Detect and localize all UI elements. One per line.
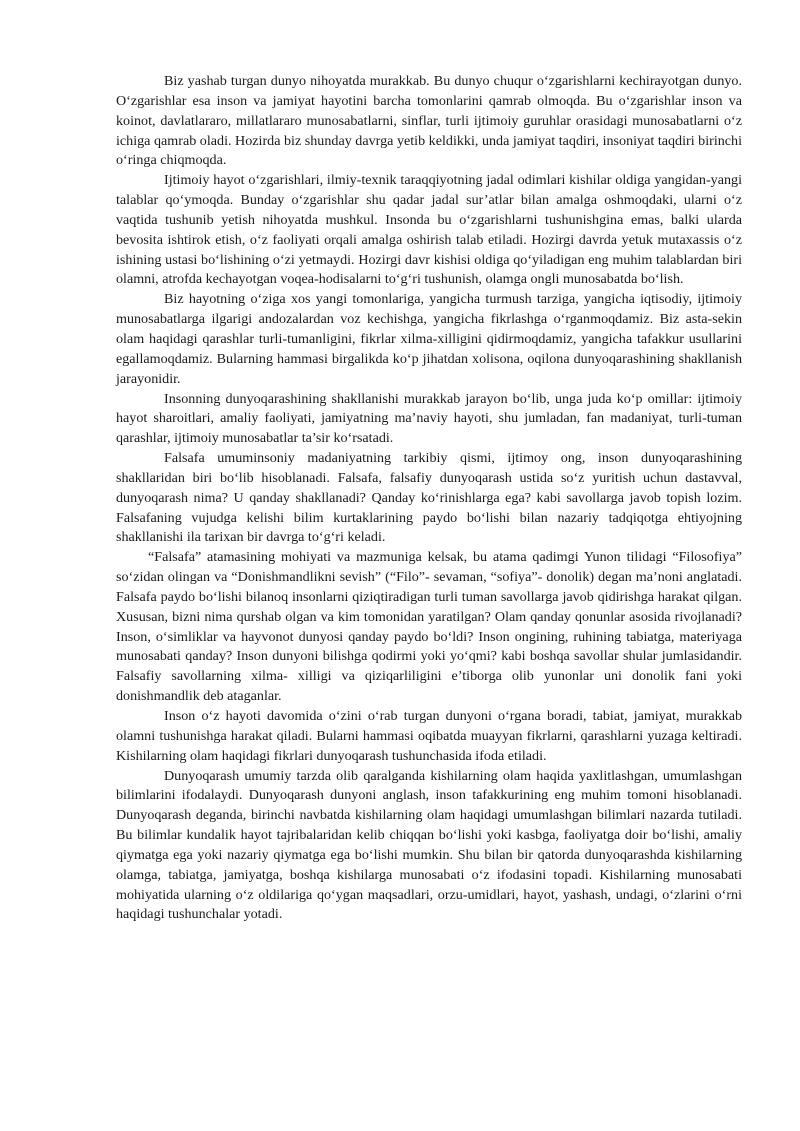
paragraph-4: Insonning dunyoqarashining shakllanishi murakkab jarayon bo‘lib, unga juda ko‘p omillar: ijtimoiy hayot sharoitlari, amaliy faoliyati, jamiyatning ma’naviy hayoti, shu jumladan, fan madaniyat, turli-tuman qarashlar, ijtimoiy munosabatlar ta’sir ko‘rsatadi. [116, 390, 742, 447]
paragraph-1: Biz yashab turgan dunyo nihoyatda murakkab. Bu dunyo chuqur o‘zgarishlarni kechirayotgan dunyo. O‘zgarishlar esa inson va jamiyat hayotini barcha tomonlarini qamrab olmoqda. Bu o‘zgarishlar inson va koinot, davlatlararo, millatlararo munosabatlarni, sinflar, turli ijtimoiy guruhlar orasidagi munosabatlarni o‘z ichiga qamrab oladi. Hozirda biz shunday davrga yetib keldikki, unda jamiyat taqdiri, insoniyat taqdiri birinchi o‘ringa chiqmoqda. [116, 73, 742, 169]
paragraph-3: Biz hayotning o‘ziga xos yangi tomonlariga, yangicha turmush tarziga, yangicha iqtisodiy, ijtimoiy munosabatlarga ilgarigi andozalardan voz kechishga, yangicha fikrlashga o‘rganmoqdamiz. Biz asta-sekin olam haqidagi qarashlar turli-tumanligini, fikrlar xilma-xilligini qidirmoqdamiz, yangicha tafakkur usullarini egallamoqdamiz. Bularning hammasi birgalikda ko‘p jihatdan xolisona, oqilona dunyoqarashining shakllanish jarayonidir. [116, 291, 742, 387]
paragraph-8: Dunyoqarash umumiy tarzda olib qaralganda kishilarning olam haqida yaxlitlashgan, umumlashgan bilimlarini ifodalaydi. Dunyoqarash dunyoni anglash, inson tafakkurining eng muhim tomoni hisoblanadi. Dunyoqarash deganda, birinchi navbatda kishilarning olam haqidagi umumlashgan bilimlari nazarda tutiladi. Bu bilimlar kundalik hayot tajribalaridan kelib chiqqan bo‘lishi yoki kasbga, faoliyatga doir bo‘lishi, amaliy qiymatga ega yoki nazariy qiymatga ega bo‘lishi mumkin. Shu bilan bir qatorda dunyoqarashda kishilarning olamga, tabiatga, jamiyatga, boshqa kishilarga munosabati o‘z ifodasini topadi. Kishilarning munosabati mohiyatida ularning o‘z oldilariga qo‘ygan maqsadlari, orzu-umidlari, hayot, yashash, undagi, o‘zlarini o‘rni haqidagi tushunchalar yotadi. [116, 767, 742, 923]
document-page [116, 72, 742, 925]
paragraph-5: Falsafa umuminsoniy madaniyatning tarkibiy qismi, ijtimoy ong, inson dunyoqarashining shakllaridan biri bo‘lib hisoblanadi. Falsafa, falsafiy dunyoqarash ustida so‘z yuritish uchun dastavval, dunyoqarash nima? U qanday shakllanadi? Qanday ko‘rinishlarga ega? kabi savollarga javob topish lozim. Falsafaning vujudga kelishi bilim kurtaklarining paydo bo‘lishi bilan nazariy tadqiqotga ehtiyojning shakllanishi ila tarixan bir davrga to‘g‘ri keladi. [116, 450, 742, 546]
paragraph-7: Inson o‘z hayoti davomida o‘zini o‘rab turgan dunyoni o‘rgana boradi, tabiat, jamiyat, murakkab olamni tushunishga harakat qiladi. Bularni hammasi oqibatda muayyan fikrlarni, qarashlarni yuzaga keltiradi. Kishilarning olam haqidagi fikrlari dunyoqarash tushunchasida ifoda etiladi. [116, 708, 742, 764]
paragraph-2: Ijtimoiy hayot o‘zgarishlari, ilmiy-texnik taraqqiyotning jadal odimlari kishilar oldiga yangidan-yangi talablar qo‘ymoqda. Bunday o‘zgarishlar shu qadar jadal sur’atlar bilan amalga oshmoqdaki, ularni o‘z vaqtida tushunib yetish nihoyatda mushkul. Insonda bu o‘zgarishlarni tushunishgina emas, balki ularda bevosita ishtirok etish, o‘z faoliyati orqali amalga oshirish talab etiladi. Hozirgi davrda yetuk mutaxassis o‘z ishining ustasi bo‘lishining o‘zi yetmaydi. Hozirgi davr kishisi oldiga qo‘yiladigan eng muhim talablardan biri olamni, atrofda kechayotgan voqea-hodisalarni to‘g‘ri tushunish, olamga ongli munosabatda bo‘lish. [116, 172, 742, 288]
paragraph-6: “Falsafa” atamasining mohiyati va mazmuniga kelsak, bu atama qadimgi Yunon tilidagi “Filosofiya” so‘zidan olingan va “Donishmandlikni sevish” (“Filo”- sevaman, “sofiya”- donolik) degan ma’noni anglatadi. Falsafa paydo bo‘lishi bilanoq insonlarni qiziqtiradigan turli tuman savollarga javob qidirishga harakat qilgan. Xususan, bizni nima qurshab olgan va kim tomonidan yaratilgan? Olam qanday qonunlar asosida rivojlanadi? Inson, o‘simliklar va hayvonot dunyosi qanday paydo bo‘ldi? Inson ongining, ruhining tabiatga, materiyaga munosabati qanday? Inson dunyoni bilishga qodirmi yoki yo‘qmi? kabi boshqa savollar shular jumlasidandir. Falsafiy savollarning xilma- xilligi va qiziqarliligini e’tiborga olib yunonlar uni donolik fani yoki donishmandlik deb ataganlar. [116, 549, 742, 705]
